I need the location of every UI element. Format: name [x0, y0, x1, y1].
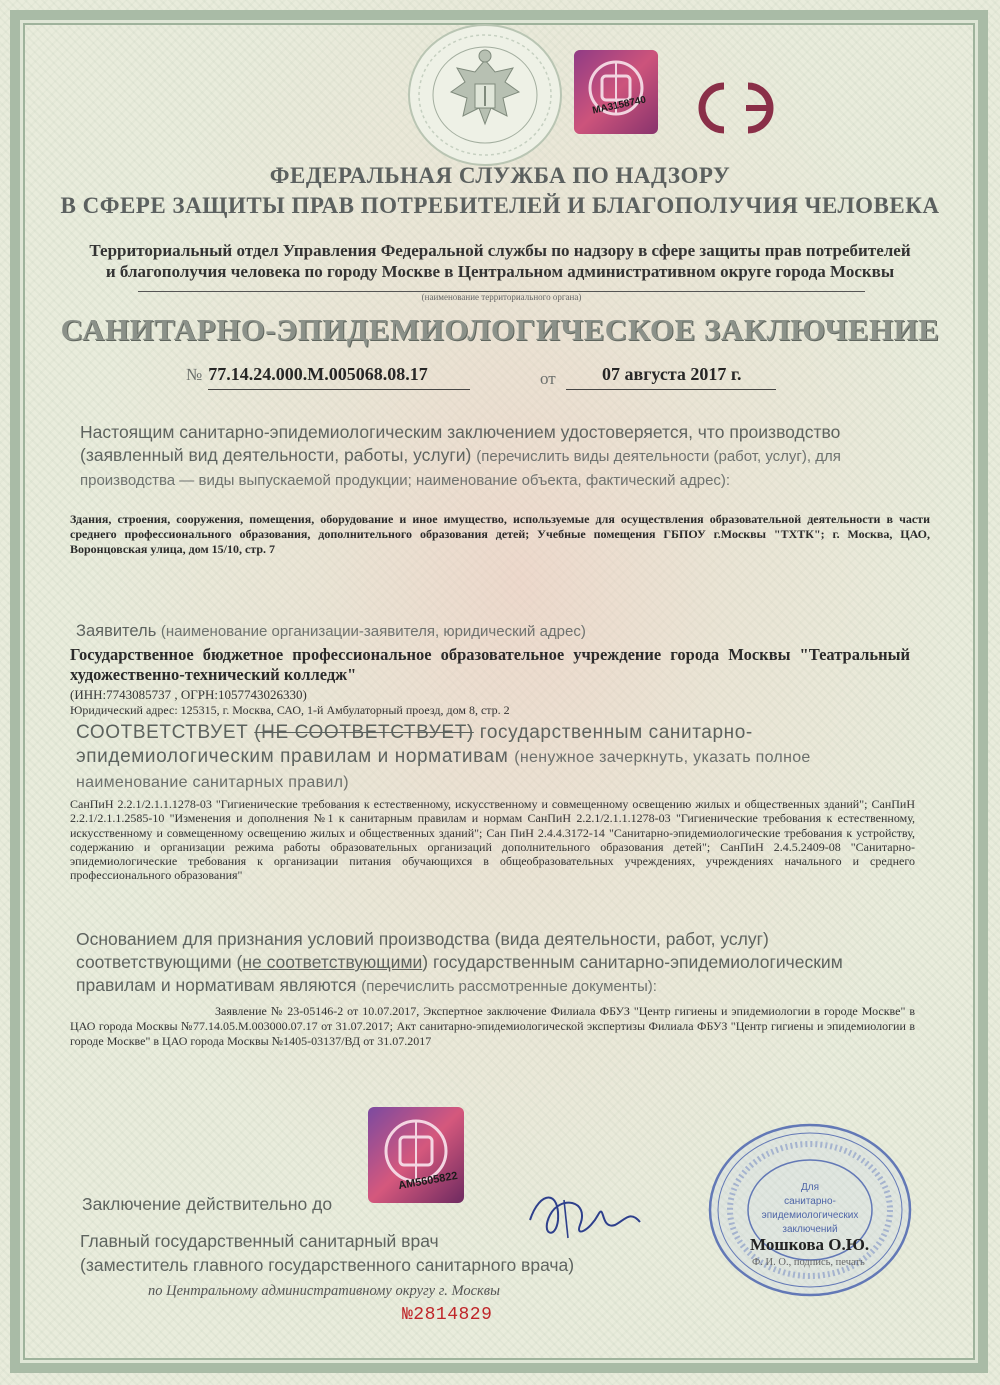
- basis-part-2: ) государственным санитарно-эпидемиологическим правилам и нормативам являются: [76, 952, 843, 995]
- territorial-body: [70, 240, 930, 282]
- divider: [566, 389, 776, 390]
- conformity-mark-icon: [690, 78, 790, 138]
- territorial-caption: (наименование территориального органа): [421, 292, 582, 302]
- doctor-line-1: Главный государственный санитарный врач: [80, 1231, 439, 1251]
- compliance-word: СООТВЕТСТВУЕТ: [76, 722, 249, 743]
- activity-text: Здания, строения, сооружения, помещения, оборудование и иное имущество, используемые для осуществления образовательной деятельности в части среднего профессионального образования, дополнительного образования детей; Учебные помещения ГБПОУ г.Москвы "ТХТК"; г. Москва, ЦАО, Воронцовская улица, дом 15/10, стр. 7: [70, 512, 930, 556]
- compliance-hint: (ненужное зачеркнуть, указать полное наименование санитарных правил): [76, 749, 811, 791]
- compliance-rest: государственным санитарно-эпидемиологическим правилам и нормативам: [76, 722, 753, 767]
- hologram-sticker-icon: [572, 48, 660, 136]
- hologram-top-code: МА3158740: [591, 94, 648, 117]
- document-title: САНИТАРНО-ЭПИДЕМИОЛОГИЧЕСКОЕ ЗАКЛЮЧЕНИЕ: [60, 312, 940, 347]
- doctor-title: [80, 1229, 574, 1277]
- document-number: [186, 364, 428, 385]
- applicant-name: Государственное бюджетное профессиональное образовательное учреждение города Москвы "Театральный художественно-технический колледж": [70, 645, 910, 684]
- number-prefix: №: [186, 365, 203, 384]
- basis-part-1: Основанием для признания условий производства (вида деятельности, работ, услуг) соответствующими (: [76, 929, 769, 972]
- stamp-line-3: эпидемиологических: [761, 1210, 859, 1221]
- territorial-line-2: и благополучия человека по городу Москве в Центральном административном округе города Москвы: [105, 262, 895, 281]
- emblem-seal-icon: [405, 20, 565, 170]
- basis-underlined: не соответствующими: [242, 952, 423, 972]
- basis-documents: Заявление № 23-05146-2 от 10.07.2017, Экспертное заключение Филиала ФБУЗ "Центр гигиены и эпидемиологии в городе Москве" в ЦАО города Москвы №77.14.05.М.003000.07.17 от 31.07.2017; Акт санитарно-эпидемиологической экспертизы Филиала ФБУЗ "Центр гигиены и эпидемиологии в городе Москве" в ЦАО города Москвы №1405-03137/ВД от 31.07.2017: [70, 1004, 915, 1048]
- stamp-line-4: заключений: [782, 1224, 838, 1235]
- doctor-line-2: (заместитель главного государственного санитарного врача): [80, 1255, 575, 1275]
- intro-paragraph: [80, 421, 885, 492]
- applicant-inn: (ИНН:7743085737 , ОГРН:1057743026330): [70, 687, 307, 702]
- basis-paragraph: [76, 928, 888, 998]
- applicant-label-hint: (наименование организации-заявителя, юридический адрес): [160, 623, 586, 640]
- intro-hint: (перечислить виды деятельности (работ, услуг), для производства — виды выпускаемой продукции; наименование объекта, фактический адрес):: [80, 448, 841, 489]
- district-line: по Центральному административному округу г. Москвы: [148, 1283, 500, 1299]
- number-value: 77.14.24.000.М.005068.08.17: [208, 364, 428, 384]
- signatory-name: Мошкова О.Ю.: [750, 1235, 870, 1254]
- agency-line-1: ФЕДЕРАЛЬНАЯ СЛУЖБА ПО НАДЗОРУ: [269, 163, 731, 188]
- applicant-label: [76, 620, 586, 643]
- intro-main: Настоящим санитарно-эпидемиологическим заключением удостоверяется, что производство (заявленный вид деятельности, работы, услуги): [80, 422, 841, 465]
- territorial-line-1: Территориальный отдел Управления Федеральной службы по надзору в сфере защиты прав потребителей: [89, 241, 911, 260]
- applicant-address: Юридический адрес: 125315, г. Москва, САО, 1-й Амбулаторный проезд, дом 8, стр. 2: [70, 703, 510, 717]
- serial-number: №2814829: [402, 1305, 493, 1325]
- from-label: от: [540, 369, 556, 388]
- valid-until-label: Заключение действительно до: [82, 1194, 333, 1214]
- agency-line-2: В СФЕРЕ ЗАЩИТЫ ПРАВ ПОТРЕБИТЕЛЕЙ И БЛАГОПОЛУЧИЯ ЧЕЛОВЕКА: [60, 193, 940, 218]
- compliance-statement: [76, 721, 886, 795]
- document-date: 07 августа 2017 г.: [602, 364, 742, 384]
- hologram-sticker-icon: [366, 1105, 466, 1205]
- signature-caption: Ф. И. О., подпись, печать: [752, 1257, 865, 1268]
- divider: [208, 389, 470, 390]
- official-stamp-icon: [705, 1120, 915, 1300]
- basis-hint: (перечислить рассмотренные документы):: [361, 978, 657, 995]
- applicant-label-main: Заявитель: [76, 622, 157, 640]
- sanitary-rules-text: СанПиН 2.2.1/2.1.1.1278-03 "Гигиенические требования к естественному, искусственному и совмещенному освещению жилых и общественных зданий"; СанПиН 2.2.1/2.1.1.2585-10 "Изменения и дополнения №1 к санитарным правилам и нормам СанПиН 2.2.1/2.1.1.1278-03 "Гигиенические требования к естественному, искусственному и совмещенному освещению жилых и общественных зданий"; Сан ПиН 2.4.4.3172-14 "Санитарно-эпидемиологические требования к устройству, содержанию и организации режима работы образовательных организаций дополнительного образования детей"; СанПиН 2.4.5.2409-08 "Санитарно-эпидемиологические требования к организации питания обучающихся в общеобразовательных учреждениях, учреждениях начального и среднего профессионального образования": [70, 797, 915, 883]
- stamp-line-2: санитарно-: [784, 1196, 836, 1207]
- hologram-bottom-code: АМ5605822: [397, 1169, 459, 1193]
- stamp-line-1: Для: [800, 1182, 820, 1193]
- compliance-struck: (НЕ СООТВЕТСТВУЕТ): [254, 722, 474, 743]
